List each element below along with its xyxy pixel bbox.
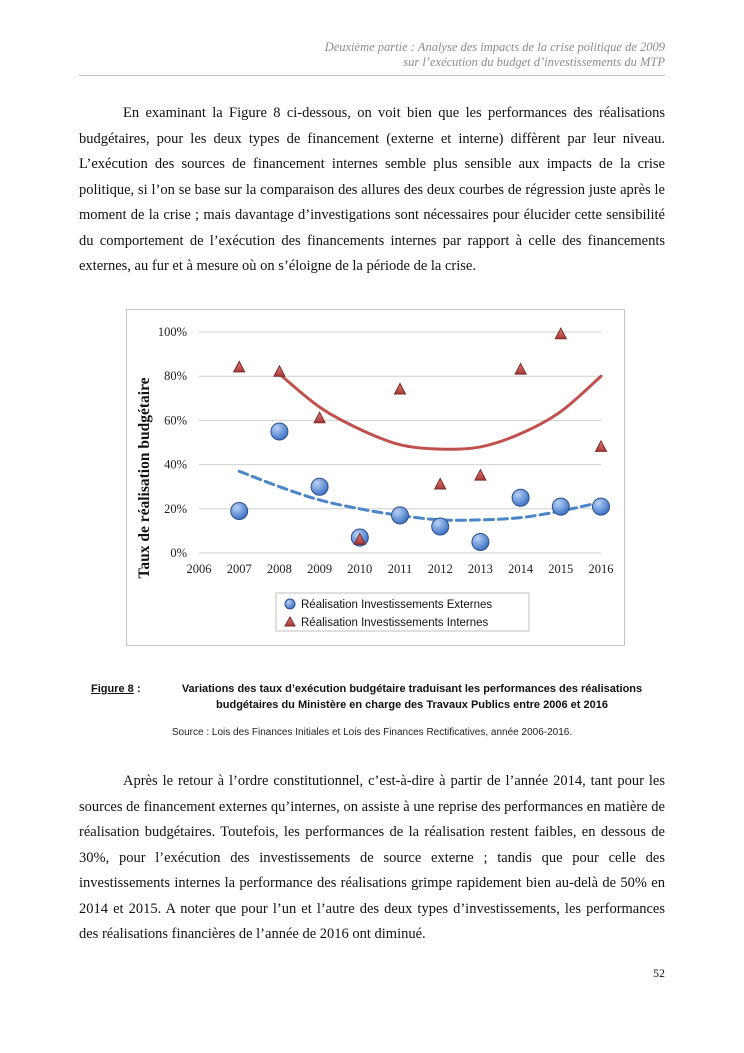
data-point-internes xyxy=(435,478,446,489)
data-point-externes xyxy=(593,498,610,515)
data-point-externes xyxy=(472,533,489,550)
x-tick-label: 2009 xyxy=(307,562,333,576)
running-header-line1: Deuxième partie : Analyse des impacts de la crise politique de 2009 xyxy=(324,40,665,54)
data-point-externes xyxy=(392,507,409,524)
after-paragraph: Après le retour à l’ordre constitutionnel, c’est-à-dire à partir de l’année 2014, tant pour les sources de financement externes qu’internes, on assiste à une reprise des performances en matière de réalisation budgétaires. Toutefois, les performances de la réalisation restent faibles, en dessous de 30%, pour l’exécution des investissements de source externe ; tandis que pour celle des investissements internes la performance des réalisations grimpe rapidement bien au-delà de 50% en 2014 et 2015. A noter que pour l’un et l’autre des deux types d’investissements, les performances des réalisations financières de l’année de 2016 ont diminué. xyxy=(79,773,665,942)
trend-line-externes xyxy=(239,471,601,520)
data-point-internes xyxy=(274,366,285,377)
figure-label-colon: : xyxy=(137,683,141,695)
page-number: 52 xyxy=(653,966,665,980)
x-tick-label: 2012 xyxy=(427,562,453,576)
figure-caption-text: Variations des taux d’exécution budgétaire traduisant les performances des réalisations budgétaires du Ministère en charge des Travaux Publics entre 2006 et 2016 xyxy=(181,683,643,711)
figure-8-chart xyxy=(126,309,625,646)
x-tick-label: 2016 xyxy=(588,562,614,576)
data-point-internes xyxy=(515,364,526,375)
x-tick-label: 2006 xyxy=(186,562,212,576)
legend-label-externes: Réalisation Investissements Externes xyxy=(301,599,493,611)
chart-legend xyxy=(276,593,529,631)
data-point-externes xyxy=(512,489,529,506)
intro-paragraph: En examinant la Figure 8 ci-dessous, on voit bien que les performances des réalisations budgétaires, pour les deux types de financement (externe et interne) diffèrent par leur niveau. L’exécution des sources de financement internes semble plus sensible aux impacts de la crise politique, si l’on se base sur la comparaison des allures des deux courbes de régression juste après le moment de la crise ; mais davantage d’investigations sont nécessaires pour élucider cette sensibilité du comportement de l’exécution des financements internes par rapport à celle des financements externes, au fur et à mesure où on s’éloigne de la période de la crise. xyxy=(79,105,665,274)
x-tick-label: 2011 xyxy=(387,562,413,576)
data-point-internes xyxy=(234,361,245,372)
data-point-internes xyxy=(314,412,325,423)
y-axis-label: Taux de réalisation budgétaire xyxy=(136,377,153,579)
data-point-internes xyxy=(475,470,486,481)
data-point-internes xyxy=(395,383,406,394)
y-tick-label: 80% xyxy=(164,369,187,384)
running-header xyxy=(325,40,665,70)
legend-marker-externes xyxy=(285,599,295,609)
y-tick-label: 40% xyxy=(164,457,187,472)
y-tick-label: 0% xyxy=(170,546,187,560)
data-point-externes xyxy=(432,518,449,535)
x-tick-label: 2010 xyxy=(347,562,373,576)
x-tick-label: 2007 xyxy=(226,562,252,576)
y-tick-label: 20% xyxy=(164,501,187,516)
running-header-line2: sur l’exécution du budget d’investissements du MTP xyxy=(403,55,665,69)
legend-label-internes: Réalisation Investissements Internes xyxy=(301,617,489,629)
header-divider xyxy=(79,75,665,76)
x-tick-label: 2008 xyxy=(266,562,292,576)
y-tick-label: 60% xyxy=(164,413,187,428)
data-point-externes xyxy=(552,498,569,515)
data-point-internes xyxy=(555,328,566,339)
data-point-externes xyxy=(271,423,288,440)
x-tick-label: 2013 xyxy=(467,562,493,576)
chart-canvas xyxy=(127,310,624,645)
x-tick-label: 2014 xyxy=(508,562,534,576)
figure-source: Source : Lois des Finances Initiales et Lois des Finances Rectificatives, année 2006-2016. xyxy=(171,727,573,738)
x-tick-label: 2015 xyxy=(548,562,574,576)
data-point-externes xyxy=(311,478,328,495)
trend-line-internes xyxy=(279,374,601,449)
y-tick-label: 100% xyxy=(157,325,187,339)
figure-label: Figure 8 xyxy=(91,683,134,695)
data-point-externes xyxy=(231,503,248,520)
data-point-internes xyxy=(596,441,607,452)
